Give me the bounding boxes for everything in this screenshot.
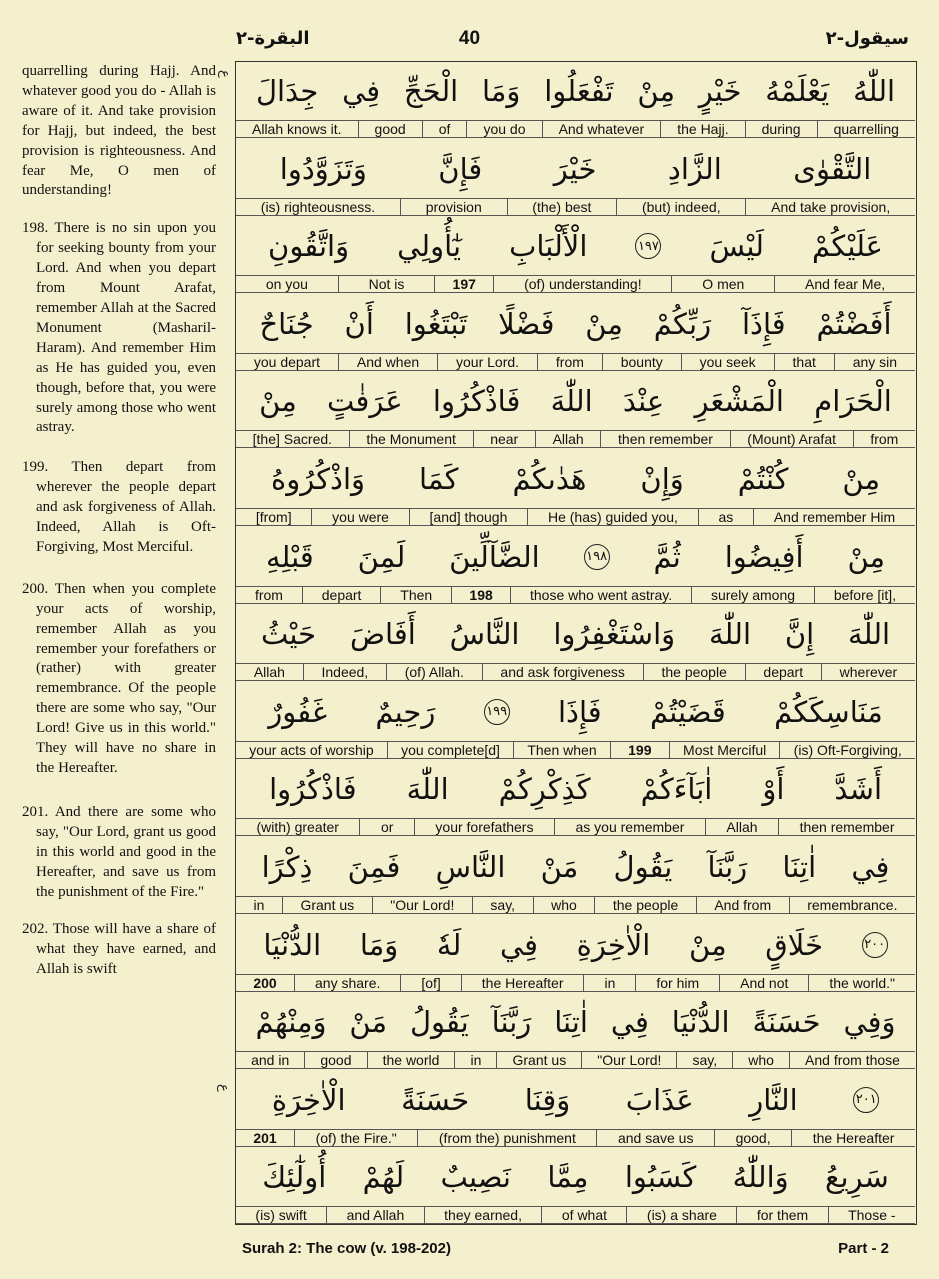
commentary-verse: 201. And there are some who say, "Our Lord, grant us good in this world and good in the Hereafter, and save us from the punishment of the Fire." (22, 803, 216, 900)
translation-cell: bounty (602, 354, 681, 370)
verse-number-cell: 200 (253, 974, 277, 991)
arabic-word: سَرِيعُ (825, 1160, 889, 1195)
arabic-word: وَقِنَا (524, 1082, 571, 1117)
arabic-word: مَنْ (540, 850, 579, 884)
verse-number-cell: 198 (451, 587, 510, 603)
verse-number-cell: 197 (434, 276, 493, 292)
verse-number-marker: ١٩٨ (584, 544, 610, 570)
arabic-word: رَحِيمٌ (375, 694, 436, 729)
arabic-word: يَقُولُ (613, 850, 673, 884)
arabic-word: يَقُولُ (409, 1005, 469, 1040)
translation-line (236, 896, 915, 914)
translation-cell: Grant us (282, 897, 372, 913)
paragraph-gap (22, 201, 216, 219)
translation-cell: the people (643, 664, 745, 680)
translation-cell: depart (302, 587, 381, 603)
arabic-word: جُنَاحٌ (259, 306, 314, 341)
paragraph-gap (22, 558, 216, 580)
translation-cell: Then (380, 587, 451, 603)
translation-line (236, 741, 915, 759)
arabic-line (236, 605, 915, 663)
arabic-word: كَسَبُوا (624, 1160, 697, 1195)
translation-cell: near (473, 431, 535, 447)
translation-cell: surely among (691, 587, 814, 603)
translation-cell: [from] (255, 509, 292, 525)
arabic-word: عِنْدَ (622, 384, 665, 419)
arabic-word: خَلَاقٍ (765, 927, 824, 962)
arabic-word: عَرَفٰتٍ (326, 384, 403, 419)
commentary-verse: 198. There is no sin upon you for seeking bounty from your Lord. And when you depart from Mount Arafat, remember Allah at the Sacred Monument (Masharil-Haram). And remember Him as He has guided you, even though, before that, you were surely among those who went astray. (22, 220, 216, 436)
arabic-line (236, 993, 915, 1051)
arabic-word: مِمَّا (547, 1160, 589, 1195)
translation-cell: (with) greater (256, 819, 339, 836)
arabic-word: حَسَنَةً (401, 1082, 470, 1117)
verse-row (236, 217, 915, 294)
arabic-word: الْحَجِّ (403, 74, 459, 108)
translation-cell: (is) Oft-Forgiving, (779, 742, 915, 758)
translation-cell: remembrance. (789, 897, 915, 913)
verse-number-marker: ٢٠٠ (862, 932, 888, 958)
commentary-column (22, 62, 216, 980)
arabic-line (236, 62, 915, 120)
translation-line (236, 275, 915, 293)
translation-cell: good (358, 121, 422, 137)
arabic-word: مَنْ (349, 1005, 388, 1040)
arabic-word: النَّارِ (749, 1082, 798, 1117)
translation-line (236, 430, 915, 448)
arabic-word: النَّاسِ (435, 850, 506, 884)
translation-cell: good (304, 1052, 366, 1068)
translation-cell: the people (594, 897, 695, 913)
arabic-word: فَإِذَآ (741, 306, 786, 341)
translation-line (236, 974, 915, 992)
arabic-word: مِنْ (847, 539, 886, 574)
translation-cell: for him (635, 975, 719, 991)
arabic-word: تَفْعَلُوا (544, 74, 614, 108)
arabic-word: فَإِذَا (557, 694, 602, 729)
verse-row (236, 1071, 915, 1148)
paragraph-gap (22, 902, 216, 920)
arabic-word: خَيْرَ (553, 151, 597, 186)
arabic-word: اٰتِنَا (782, 850, 817, 884)
translation-cell: from (537, 354, 602, 370)
translation-cell: then remember (778, 819, 915, 835)
arabic-word: أَفَضْتُمْ (816, 306, 892, 341)
commentary-continuation: quarrelling during Hajj. And whatever good you do - Allah is aware of it. And take provision for Hajj, but indeed, the best provision is righteousness. And fear Me, O men of understanding! (22, 63, 216, 199)
paragraph-gap (22, 438, 216, 458)
arabic-line (236, 1148, 915, 1206)
translation-line (236, 508, 915, 526)
verse-number-marker: ٢٠١ (853, 1087, 879, 1113)
footer-part: Part - 2 (838, 1240, 889, 1257)
word-by-word-panel (235, 61, 917, 1225)
verse-row (236, 295, 915, 372)
translation-cell: the Monument (349, 431, 473, 447)
translation-cell: and save us (596, 1130, 714, 1146)
translation-cell: any sin (834, 354, 915, 370)
arabic-word: أَشَدَّ (834, 772, 882, 807)
translation-cell: And whatever (542, 121, 661, 137)
arabic-word: خَيْرٍ (698, 74, 742, 108)
arabic-word: فَاذْكُرُوا (432, 384, 521, 419)
translation-line (236, 1051, 915, 1069)
arabic-word: مِنْ (637, 74, 675, 108)
verse-row (236, 993, 915, 1070)
arabic-line (236, 528, 915, 586)
translation-cell: your acts of worship (249, 741, 374, 758)
translation-cell: you were (311, 509, 408, 525)
translation-line (236, 586, 915, 604)
arabic-word: تَبْتَغُوا (404, 306, 468, 341)
footer-surah-info: Surah 2: The cow (v. 198-202) (242, 1240, 451, 1257)
arabic-word: الدُّنْيَا (263, 927, 322, 962)
arabic-word: الْاٰخِرَةِ (576, 927, 651, 962)
translation-cell: O men (671, 276, 774, 292)
arabic-word: الدُّنْيَا (671, 1005, 730, 1040)
translation-cell: in (583, 975, 635, 991)
translation-cell: you do (466, 121, 541, 137)
paragraph-gap (22, 779, 216, 803)
translation-cell: as you remember (554, 819, 705, 835)
verse-number-marker: ١٩٧ (635, 233, 661, 259)
verse-number-cell: 199 (610, 742, 669, 758)
arabic-line (236, 760, 915, 818)
translation-cell: and Allah (326, 1207, 424, 1223)
verse-row (236, 916, 915, 993)
translation-line (236, 353, 915, 371)
translation-cell: Allah (253, 664, 285, 681)
verse-row (236, 1148, 915, 1225)
arabic-word: الْحَرَامِ (814, 384, 892, 419)
translation-cell: your forefathers (414, 819, 554, 835)
translation-cell: And from (696, 897, 789, 913)
arabic-word: رَبَّنَآ (491, 1005, 532, 1040)
verse-row (236, 838, 915, 915)
translation-cell: they earned, (424, 1207, 542, 1223)
surah-header: البقرة-٢ (236, 28, 310, 49)
translation-cell: good, (714, 1130, 791, 1146)
arabic-word: وَاسْتَغْفِرُوا (553, 617, 676, 652)
translation-cell: the world (367, 1052, 455, 1068)
arabic-word: اٰبَآءَكُمْ (640, 772, 713, 807)
translation-cell: (of) the Fire." (294, 1130, 417, 1146)
verse-number-cell: 201 (253, 1129, 277, 1146)
translation-cell: you seek (681, 354, 774, 370)
translation-cell: And remember Him (753, 509, 915, 525)
translation-cell: of (422, 121, 467, 137)
translation-cell: in (253, 897, 265, 913)
translation-cell: who (533, 897, 595, 913)
arabic-word: كَمَا (419, 462, 459, 496)
arabic-line (236, 295, 915, 353)
translation-cell: (of) understanding! (493, 276, 671, 292)
arabic-word: الْمَشْعَرِ (694, 384, 784, 419)
arabic-line (236, 838, 915, 896)
arabic-word: ذِكْرًا (261, 850, 313, 884)
translation-cell: (from the) punishment (417, 1130, 596, 1146)
translation-line (236, 120, 915, 138)
verse-number-marker: ١٩٩ (484, 699, 510, 725)
arabic-word: نَصِيبٌ (440, 1160, 511, 1195)
arabic-word: رَبِّكُمْ (653, 306, 712, 341)
arabic-line (236, 140, 915, 198)
translation-cell: Most Merciful (669, 742, 780, 758)
translation-cell: And not (719, 975, 808, 991)
translation-cell: during (745, 121, 817, 137)
arabic-word: وَاذْكُرُوهُ (271, 462, 366, 496)
arabic-word: اللّٰهُ (853, 74, 896, 108)
arabic-word: أَنْ (344, 306, 374, 341)
arabic-word: كُنْتُمْ (737, 462, 789, 496)
translation-cell: and ask forgiveness (482, 664, 643, 680)
arabic-word: إِنَّ (784, 617, 815, 652)
translation-cell: before [it], (814, 587, 915, 603)
translation-cell: who (732, 1052, 789, 1068)
arabic-line (236, 916, 915, 974)
arabic-word: مِنْ (689, 927, 727, 962)
verse-row (236, 372, 915, 449)
translation-cell: depart (745, 664, 821, 680)
translation-cell: the Hajj. (660, 121, 744, 137)
arabic-word: لَهُمْ (362, 1160, 405, 1195)
translation-cell: (but) indeed, (616, 199, 745, 215)
arabic-word: وَمَا (482, 74, 521, 108)
arabic-word: لَهٗ (436, 927, 462, 962)
translation-cell: on you (265, 276, 308, 293)
translation-cell: [the] Sacred. (252, 431, 333, 448)
arabic-word: مِنْ (259, 384, 297, 419)
arabic-word: لَمِنَ (357, 539, 406, 574)
arabic-word: اللّٰهَ (708, 617, 752, 652)
arabic-word: أَفِيضُوا (724, 539, 804, 574)
arabic-word: رَبَّنَآ (707, 850, 748, 884)
arabic-word: مِنْ (585, 306, 623, 341)
translation-cell: you depart (253, 353, 321, 370)
translation-line (236, 1206, 915, 1224)
arabic-word: وَاتَّقُونِ (268, 229, 350, 264)
translation-cell: He (has) guided you, (527, 509, 698, 525)
arabic-word: أَوْ (762, 772, 785, 807)
arabic-line (236, 372, 915, 430)
arabic-word: وَمِنْهُمْ (255, 1005, 327, 1040)
arabic-word: وَمَا (359, 927, 399, 962)
translation-line (236, 1129, 915, 1147)
arabic-word: اللّٰهَ (406, 772, 449, 807)
translation-cell: (is) a share (626, 1207, 736, 1223)
translation-cell: Not is (338, 276, 434, 292)
arabic-word: قَضَيْتُمْ (649, 694, 726, 729)
arabic-word: حَسَنَةً (752, 1005, 821, 1040)
translation-cell: (the) best (507, 199, 617, 215)
translation-cell: and in (251, 1052, 290, 1069)
verse-row (236, 528, 915, 605)
translation-cell: And from those (789, 1052, 915, 1068)
translation-cell: in (454, 1052, 496, 1068)
arabic-word: وَإِنْ (640, 462, 684, 496)
arabic-word: وَتَزَوَّدُوا (279, 151, 367, 186)
arabic-line (236, 450, 915, 508)
translation-cell: say, (472, 897, 533, 913)
translation-cell: Indeed, (303, 664, 386, 680)
arabic-word: وَفِي (843, 1005, 896, 1040)
arabic-line (236, 1071, 915, 1129)
verse-row (236, 140, 915, 217)
translation-cell: [and] though (409, 509, 527, 525)
part-header: سيقول-٢ (825, 28, 909, 49)
translation-cell: the Hereafter (791, 1130, 915, 1146)
arabic-line (236, 217, 915, 275)
translation-cell: (is) swift (255, 1207, 307, 1224)
translation-cell: those who went astray. (510, 587, 691, 603)
translation-cell: wherever (821, 664, 915, 680)
arabic-word: فَمِنَ (347, 850, 401, 884)
arabic-word: فِي (342, 74, 381, 108)
arabic-word: فَضْلًا (498, 306, 555, 341)
translation-cell: And when (338, 354, 437, 370)
commentary-verse: 202. Those will have a share of what they have earned, and Allah is swift (22, 921, 216, 978)
translation-cell: any share. (294, 975, 400, 991)
translation-cell: Then when (513, 742, 610, 758)
translation-cell: (Mount) Arafat (730, 431, 853, 447)
translation-cell: from (853, 431, 915, 447)
arabic-word: ثُمَّ (653, 539, 681, 574)
translation-cell: Those - (828, 1207, 915, 1223)
arabic-word: حَيْثُ (260, 617, 317, 652)
arabic-word: عَذَابَ (625, 1082, 694, 1117)
translation-cell: [of] (400, 975, 460, 991)
arabic-word: أَفَاضَ (349, 617, 416, 652)
arabic-word: فَإِنَّ (438, 151, 483, 186)
translation-cell: provision (400, 199, 507, 215)
translation-cell: or (359, 819, 413, 835)
verse-row (236, 450, 915, 527)
arabic-word: اللّٰهَ (550, 384, 593, 419)
translation-line (236, 198, 915, 216)
arabic-word: كَذِكْرِكُمْ (498, 772, 591, 807)
arabic-word: لَيْسَ (709, 229, 764, 264)
translation-cell: Allah (705, 819, 778, 835)
translation-cell: (of) Allah. (386, 664, 482, 680)
translation-cell: the Hereafter (461, 975, 584, 991)
arabic-word: مَنَاسِكَكُمْ (774, 694, 883, 729)
translation-cell: And fear Me, (774, 276, 915, 292)
arabic-word: فِي (499, 927, 538, 962)
translation-cell: from (254, 586, 283, 603)
arabic-word: فَاذْكُرُوا (269, 772, 357, 807)
verse-row (236, 760, 915, 837)
translation-cell: say, (676, 1052, 732, 1068)
arabic-word: أُولٰٓئِكَ (262, 1160, 327, 1195)
verse-row (236, 683, 915, 760)
arabic-word: يَعْلَمْهُ (765, 74, 830, 108)
translation-cell: as (698, 509, 753, 525)
arabic-word: النَّاسُ (449, 617, 520, 652)
arabic-word: اٰتِنَا (554, 1005, 588, 1040)
translation-cell: Allah knows it. (252, 121, 342, 137)
arabic-word: اللّٰهَ (848, 617, 891, 652)
page-number: 40 (458, 28, 481, 49)
translation-cell: And take provision, (745, 199, 915, 215)
ruku-mark: ع (217, 70, 232, 78)
commentary-verse: 200. Then when you complete your acts of worship, remember Allah as you remember your forefathers or (rather) with greater remembrance. Of the people there are some who say, "Our Lord! Give us in this world." They will have no share in the Hereafter. (22, 580, 216, 776)
arabic-word: فِي (851, 850, 890, 884)
arabic-word: عَلَيْكُمْ (812, 229, 883, 264)
translation-cell: "Our Lord! (581, 1052, 676, 1068)
translation-cell: for them (736, 1207, 827, 1223)
translation-line (236, 818, 915, 836)
translation-cell: you complete[d] (387, 742, 513, 758)
arabic-line (236, 683, 915, 741)
arabic-word: مِنْ (842, 462, 880, 496)
arabic-word: الضَّآلِّينَ (449, 539, 540, 574)
translation-cell: of what (541, 1207, 626, 1223)
translation-cell: Grant us (496, 1052, 581, 1068)
arabic-word: يٰٓأُولِي (397, 229, 462, 264)
translation-cell: "Our Lord! (372, 897, 472, 913)
arabic-word: الزَّادِ (667, 151, 722, 186)
translation-cell: quarrelling (817, 121, 915, 137)
translation-cell: then remember (600, 431, 729, 447)
arabic-word: هَدٰىكُمْ (512, 462, 587, 496)
translation-cell: Allah (535, 431, 600, 447)
arabic-word: وَاللّٰهُ (732, 1160, 789, 1195)
arabic-word: غَفُورٌ (268, 694, 328, 729)
verse-row (236, 62, 915, 139)
translation-cell: the world." (808, 975, 915, 991)
translation-cell: your Lord. (437, 354, 537, 370)
ruku-mark: ع (216, 1084, 231, 1092)
arabic-word: الْأَلْبَابِ (509, 229, 588, 264)
arabic-word: قَبْلِهِ (265, 539, 314, 574)
arabic-word: الْاٰخِرَةِ (271, 1082, 346, 1117)
verse-row (236, 605, 915, 682)
translation-cell: that (774, 354, 834, 370)
arabic-word: التَّقْوٰى (793, 151, 872, 186)
arabic-word: فِي (610, 1005, 649, 1040)
commentary-verse: 199. Then depart from wherever the people depart and ask forgiveness of Allah. Indeed, Allah is Oft-Forgiving, Most Merciful. (22, 459, 216, 555)
translation-line (236, 663, 915, 681)
arabic-word: جِدَالَ (255, 74, 319, 108)
translation-cell: (is) righteousness. (260, 198, 376, 215)
